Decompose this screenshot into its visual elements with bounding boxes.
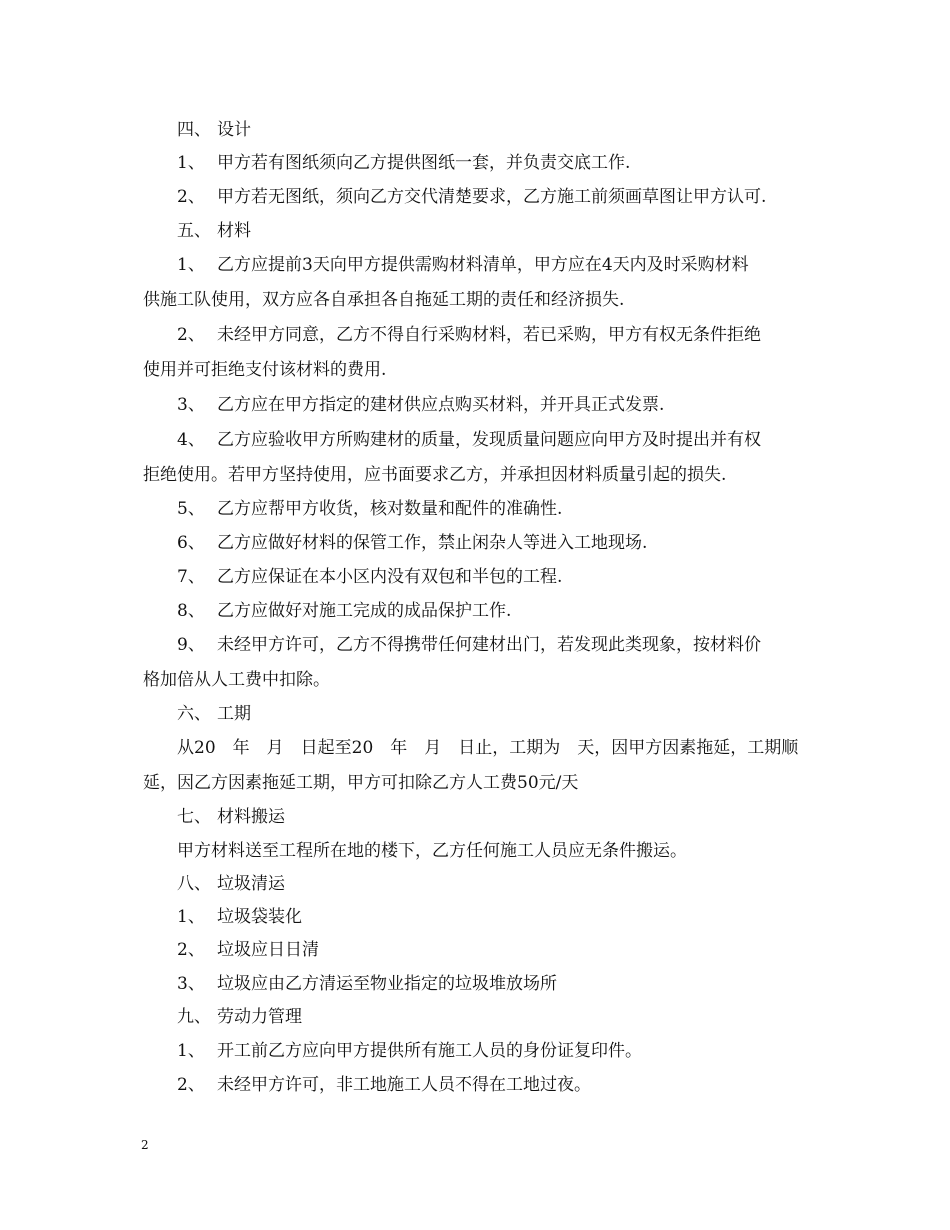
line-number: 1、 — [177, 153, 205, 173]
clause-continuation — [143, 464, 726, 486]
clause-line — [177, 394, 664, 416]
line-number: 1、 — [177, 907, 205, 927]
line-number: 2、 — [177, 187, 205, 207]
line-number: 八、 — [177, 874, 211, 894]
line-text: 延，因乙方因素拖延工期，甲方可扣除乙方人工费50元/天 — [143, 773, 579, 793]
line-number: 九、 — [177, 1007, 211, 1027]
line-text: 材料搬运 — [217, 807, 285, 827]
line-text: 格加倍从人工费中扣除。 — [143, 670, 330, 690]
line-number: 四、 — [177, 120, 211, 140]
line-text: 拒绝使用。若甲方坚持使用，应书面要求乙方，并承担因材料质量引起的损失. — [143, 465, 727, 485]
line-number: 1、 — [177, 1041, 205, 1061]
clause-line — [177, 152, 630, 174]
line-text: 未经甲方同意，乙方不得自行采购材料，若已采购，甲方有权无条件拒绝 — [217, 325, 761, 345]
line-text: 开工前乙方应向甲方提供所有施工人员的身份证复印件。 — [217, 1041, 642, 1061]
line-text: 劳动力管理 — [217, 1007, 302, 1027]
clause-line — [177, 973, 557, 995]
line-number: 4、 — [177, 430, 205, 450]
line-text: 甲方材料送至工程所在地的楼下，乙方任何施工人员应无条件搬运。 — [177, 841, 687, 861]
line-number: 3、 — [177, 974, 205, 994]
clause-line — [177, 532, 647, 554]
clause-line — [177, 429, 761, 451]
line-number: 7、 — [177, 567, 205, 587]
clause-continuation — [143, 359, 386, 381]
line-text: 甲方若无图纸，须向乙方交代清楚要求，乙方施工前须画草图让甲方认可. — [217, 187, 767, 207]
line-text: 乙方应做好对施工完成的成品保护工作. — [217, 601, 512, 621]
line-text: 从20 年 月 日起至20 年 月 日止，工期为 天，因甲方因素拖延，工期顺 — [177, 738, 799, 758]
clause-line — [177, 324, 761, 346]
clause-line — [177, 566, 562, 588]
line-number: 9、 — [177, 635, 205, 655]
clause-line — [177, 737, 798, 759]
line-text: 甲方若有图纸须向乙方提供图纸一套，并负责交底工作. — [217, 153, 631, 173]
line-text: 使用并可拒绝支付该材料的费用. — [143, 360, 387, 380]
line-text: 供施工队使用，双方应各自承担各自拖延工期的责任和经济损失. — [143, 290, 625, 310]
page-number: 2 — [141, 1138, 149, 1152]
clause-line — [177, 254, 749, 276]
clause-line — [177, 906, 302, 928]
section-heading-5 — [177, 220, 251, 242]
line-text: 垃圾应日日清 — [217, 940, 319, 960]
clause-line — [177, 1074, 591, 1096]
clause-line — [177, 1040, 642, 1062]
line-text: 未经甲方许可，非工地施工人员不得在工地过夜。 — [217, 1075, 591, 1095]
line-text: 设计 — [217, 120, 251, 140]
line-text: 乙方应提前3天向甲方提供需购材料清单，甲方应在4天内及时采购材料 — [217, 255, 749, 275]
line-number: 5、 — [177, 499, 205, 519]
line-text: 工期 — [217, 704, 251, 724]
line-number: 六、 — [177, 704, 211, 724]
clause-continuation — [143, 669, 330, 691]
line-number: 1、 — [177, 255, 205, 275]
line-text: 垃圾袋装化 — [217, 907, 302, 927]
line-text: 材料 — [217, 221, 251, 241]
line-text: 乙方应做好材料的保管工作，禁止闲杂人等进入工地现场. — [217, 533, 648, 553]
clause-line — [177, 600, 511, 622]
clause-line — [177, 498, 562, 520]
line-text: 垃圾应由乙方清运至物业指定的垃圾堆放场所 — [217, 974, 557, 994]
line-text: 乙方应帮甲方收货，核对数量和配件的准确性. — [217, 499, 563, 519]
line-number: 七、 — [177, 807, 211, 827]
clause-line — [177, 634, 761, 656]
line-number: 3、 — [177, 395, 205, 415]
line-number: 五、 — [177, 221, 211, 241]
clause-continuation — [143, 289, 624, 311]
line-text: 乙方应保证在本小区内没有双包和半包的工程. — [217, 567, 563, 587]
line-number: 2、 — [177, 940, 205, 960]
line-number: 2、 — [177, 1075, 205, 1095]
line-number: 8、 — [177, 601, 205, 621]
section-heading-9 — [177, 1006, 302, 1028]
clause-continuation — [143, 772, 578, 794]
line-text: 未经甲方许可，乙方不得携带任何建材出门，若发现此类现象，按材料价 — [217, 635, 761, 655]
clause-line — [177, 840, 687, 862]
line-text: 乙方应在甲方指定的建材供应点购买材料，并开具正式发票. — [217, 395, 665, 415]
line-number: 2、 — [177, 325, 205, 345]
line-number: 6、 — [177, 533, 205, 553]
section-heading-7 — [177, 806, 285, 828]
section-heading-4 — [177, 119, 251, 141]
clause-line — [177, 186, 766, 208]
section-heading-6 — [177, 703, 251, 725]
line-text: 垃圾清运 — [217, 874, 285, 894]
section-heading-8 — [177, 873, 285, 895]
clause-line — [177, 939, 319, 961]
line-text: 乙方应验收甲方所购建材的质量，发现质量问题应向甲方及时提出并有权 — [217, 430, 761, 450]
